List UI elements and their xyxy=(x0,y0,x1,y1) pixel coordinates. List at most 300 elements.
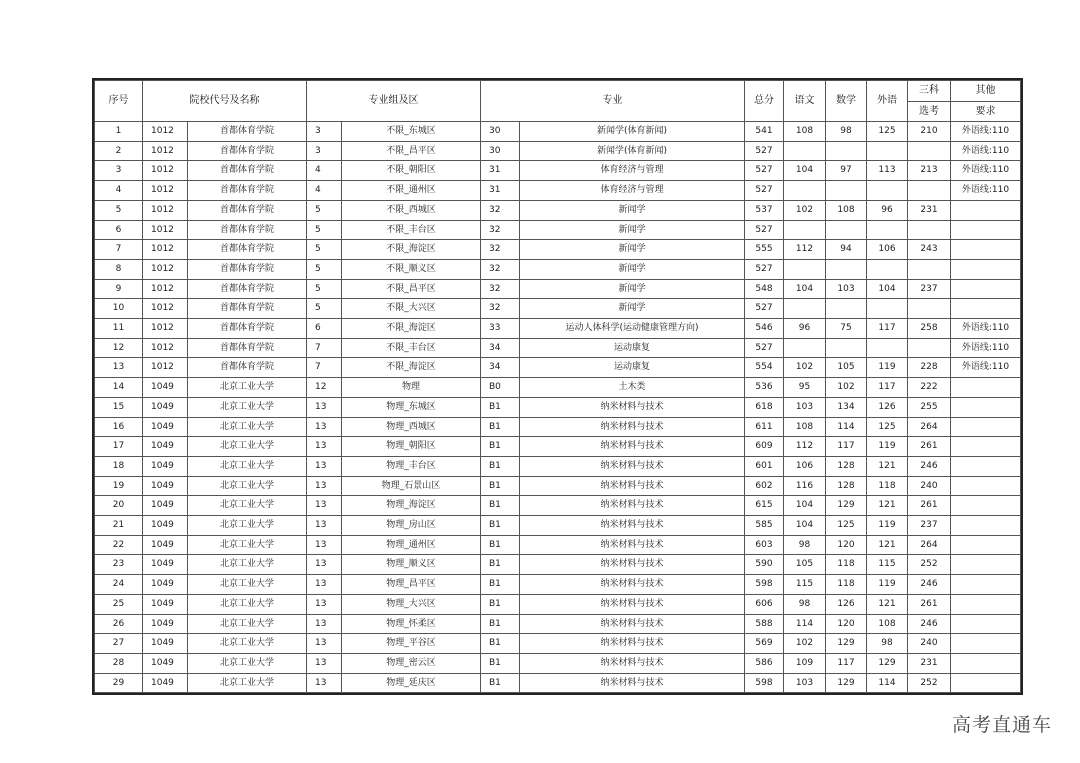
cell-school-code: 1049 xyxy=(143,397,188,417)
cell-other: 外语线:110 xyxy=(951,122,1021,142)
cell-other xyxy=(951,378,1021,398)
cell-math: 117 xyxy=(826,437,867,457)
cell-seq: 11 xyxy=(95,319,143,339)
cell-group-area: 物理_房山区 xyxy=(342,516,481,536)
cell-other xyxy=(951,397,1021,417)
cell-major-name: 新闻学 xyxy=(520,259,745,279)
cell-math: 114 xyxy=(826,417,867,437)
cell-school-code: 1049 xyxy=(143,417,188,437)
cell-seq: 10 xyxy=(95,299,143,319)
cell-major-code: B1 xyxy=(481,397,520,417)
cell-seq: 9 xyxy=(95,279,143,299)
cell-group-area: 不限_朝阳区 xyxy=(342,161,481,181)
table-row xyxy=(95,141,1021,161)
table-row xyxy=(95,378,1021,398)
cell-seq: 23 xyxy=(95,555,143,575)
cell-total: 588 xyxy=(745,614,784,634)
cell-school-name: 北京工业大学 xyxy=(188,456,307,476)
cell-group-code: 13 xyxy=(307,555,342,575)
cell-math: 129 xyxy=(826,634,867,654)
cell-math: 118 xyxy=(826,575,867,595)
cell-group-area: 物理_通州区 xyxy=(342,535,481,555)
cell-group-code: 13 xyxy=(307,476,342,496)
cell-school-name: 首都体育学院 xyxy=(188,279,307,299)
cell-major-name: 新闻学 xyxy=(520,220,745,240)
cell-school-name: 北京工业大学 xyxy=(188,378,307,398)
cell-foreign: 96 xyxy=(867,200,908,220)
cell-seq: 12 xyxy=(95,338,143,358)
table-row xyxy=(95,555,1021,575)
cell-math xyxy=(826,181,867,201)
cell-three-subjects xyxy=(908,141,951,161)
cell-group-code: 5 xyxy=(307,279,342,299)
cell-math: 120 xyxy=(826,535,867,555)
cell-other xyxy=(951,259,1021,279)
header-seq: 序号 xyxy=(95,81,143,122)
cell-major-name: 运动人体科学(运动健康管理方向) xyxy=(520,319,745,339)
cell-major-name: 纳米材料与技术 xyxy=(520,575,745,595)
cell-chinese: 116 xyxy=(784,476,826,496)
cell-school-code: 1012 xyxy=(143,319,188,339)
cell-seq: 25 xyxy=(95,594,143,614)
cell-chinese: 112 xyxy=(784,437,826,457)
cell-other xyxy=(951,673,1021,693)
cell-other xyxy=(951,634,1021,654)
cell-other: 外语线:110 xyxy=(951,161,1021,181)
cell-total: 606 xyxy=(745,594,784,614)
header-chinese: 语文 xyxy=(784,81,826,122)
cell-total: 527 xyxy=(745,259,784,279)
cell-group-area: 物理_朝阳区 xyxy=(342,437,481,457)
cell-major-code: 32 xyxy=(481,200,520,220)
cell-three-subjects: 222 xyxy=(908,378,951,398)
table-row xyxy=(95,259,1021,279)
cell-other: 外语线:110 xyxy=(951,338,1021,358)
table-row xyxy=(95,397,1021,417)
cell-seq: 17 xyxy=(95,437,143,457)
cell-school-name: 首都体育学院 xyxy=(188,141,307,161)
cell-chinese xyxy=(784,181,826,201)
cell-three-subjects: 237 xyxy=(908,279,951,299)
cell-chinese: 102 xyxy=(784,200,826,220)
cell-school-code: 1012 xyxy=(143,299,188,319)
cell-school-name: 首都体育学院 xyxy=(188,200,307,220)
cell-group-code: 4 xyxy=(307,181,342,201)
cell-major-code: 32 xyxy=(481,240,520,260)
cell-other xyxy=(951,417,1021,437)
cell-major-code: B1 xyxy=(481,594,520,614)
cell-major-code: 31 xyxy=(481,181,520,201)
cell-major-name: 纳米材料与技术 xyxy=(520,496,745,516)
table-row xyxy=(95,535,1021,555)
cell-group-area: 物理_延庆区 xyxy=(342,673,481,693)
header-three-line2: 选考 xyxy=(908,101,951,122)
cell-major-code: 32 xyxy=(481,220,520,240)
cell-math: 94 xyxy=(826,240,867,260)
cell-math: 97 xyxy=(826,161,867,181)
cell-seq: 24 xyxy=(95,575,143,595)
cell-foreign: 106 xyxy=(867,240,908,260)
cell-school-name: 北京工业大学 xyxy=(188,417,307,437)
table-row xyxy=(95,516,1021,536)
cell-group-code: 7 xyxy=(307,338,342,358)
cell-three-subjects xyxy=(908,338,951,358)
cell-group-code: 5 xyxy=(307,200,342,220)
cell-school-code: 1049 xyxy=(143,653,188,673)
cell-three-subjects: 237 xyxy=(908,516,951,536)
cell-foreign: 121 xyxy=(867,594,908,614)
cell-group-area: 不限_顺义区 xyxy=(342,259,481,279)
cell-seq: 28 xyxy=(95,653,143,673)
header-group: 专业组及区 xyxy=(307,81,481,122)
cell-three-subjects: 240 xyxy=(908,476,951,496)
table-body xyxy=(95,122,1021,693)
cell-group-area: 不限_海淀区 xyxy=(342,240,481,260)
table-row xyxy=(95,358,1021,378)
cell-group-area: 物理_昌平区 xyxy=(342,575,481,595)
cell-group-code: 13 xyxy=(307,535,342,555)
cell-math xyxy=(826,259,867,279)
header-total: 总分 xyxy=(745,81,784,122)
cell-three-subjects: 231 xyxy=(908,653,951,673)
table-row xyxy=(95,594,1021,614)
cell-total: 527 xyxy=(745,181,784,201)
cell-foreign: 119 xyxy=(867,516,908,536)
cell-math: 129 xyxy=(826,496,867,516)
cell-math xyxy=(826,141,867,161)
cell-major-code: B1 xyxy=(481,634,520,654)
cell-school-code: 1012 xyxy=(143,141,188,161)
cell-math: 125 xyxy=(826,516,867,536)
header-three-line1: 三科 xyxy=(908,81,951,102)
cell-three-subjects: 246 xyxy=(908,575,951,595)
cell-major-code: B1 xyxy=(481,653,520,673)
cell-major-code: 31 xyxy=(481,161,520,181)
cell-total: 527 xyxy=(745,141,784,161)
cell-foreign: 119 xyxy=(867,575,908,595)
cell-school-code: 1012 xyxy=(143,259,188,279)
cell-other: 外语线:110 xyxy=(951,358,1021,378)
cell-seq: 5 xyxy=(95,200,143,220)
cell-seq: 19 xyxy=(95,476,143,496)
table-row xyxy=(95,417,1021,437)
cell-group-area: 不限_昌平区 xyxy=(342,141,481,161)
cell-seq: 2 xyxy=(95,141,143,161)
cell-three-subjects: 240 xyxy=(908,634,951,654)
cell-chinese xyxy=(784,141,826,161)
cell-school-code: 1049 xyxy=(143,575,188,595)
cell-total: 598 xyxy=(745,673,784,693)
cell-chinese xyxy=(784,299,826,319)
cell-seq: 8 xyxy=(95,259,143,279)
cell-total: 603 xyxy=(745,535,784,555)
cell-chinese: 103 xyxy=(784,397,826,417)
cell-major-name: 体育经济与管理 xyxy=(520,181,745,201)
table-row xyxy=(95,614,1021,634)
cell-three-subjects: 228 xyxy=(908,358,951,378)
cell-other xyxy=(951,240,1021,260)
cell-total: 585 xyxy=(745,516,784,536)
cell-group-code: 7 xyxy=(307,358,342,378)
cell-other xyxy=(951,299,1021,319)
cell-math: 98 xyxy=(826,122,867,142)
cell-school-name: 北京工业大学 xyxy=(188,496,307,516)
cell-total: 618 xyxy=(745,397,784,417)
cell-group-area: 不限_大兴区 xyxy=(342,299,481,319)
cell-seq: 20 xyxy=(95,496,143,516)
cell-chinese: 96 xyxy=(784,319,826,339)
cell-group-area: 物理_怀柔区 xyxy=(342,614,481,634)
cell-school-code: 1049 xyxy=(143,378,188,398)
cell-chinese: 115 xyxy=(784,575,826,595)
cell-math: 134 xyxy=(826,397,867,417)
cell-group-code: 13 xyxy=(307,614,342,634)
cell-three-subjects xyxy=(908,181,951,201)
table-row xyxy=(95,181,1021,201)
header-school: 院校代号及名称 xyxy=(143,81,307,122)
table-header xyxy=(95,81,1021,122)
cell-major-code: B1 xyxy=(481,555,520,575)
cell-school-name: 首都体育学院 xyxy=(188,358,307,378)
cell-foreign: 121 xyxy=(867,496,908,516)
cell-math: 126 xyxy=(826,594,867,614)
cell-school-code: 1012 xyxy=(143,122,188,142)
cell-three-subjects: 246 xyxy=(908,456,951,476)
cell-major-code: B1 xyxy=(481,535,520,555)
cell-three-subjects xyxy=(908,299,951,319)
cell-three-subjects: 252 xyxy=(908,555,951,575)
table-row xyxy=(95,200,1021,220)
cell-foreign: 108 xyxy=(867,614,908,634)
cell-group-code: 13 xyxy=(307,594,342,614)
cell-total: 555 xyxy=(745,240,784,260)
cell-other xyxy=(951,437,1021,457)
cell-group-area: 物理_平谷区 xyxy=(342,634,481,654)
header-other-line1: 其他 xyxy=(951,81,1021,102)
cell-group-area: 不限_丰台区 xyxy=(342,338,481,358)
cell-school-code: 1049 xyxy=(143,634,188,654)
cell-school-name: 北京工业大学 xyxy=(188,476,307,496)
cell-chinese: 104 xyxy=(784,279,826,299)
cell-total: 602 xyxy=(745,476,784,496)
cell-total: 527 xyxy=(745,161,784,181)
cell-major-code: B1 xyxy=(481,456,520,476)
cell-seq: 15 xyxy=(95,397,143,417)
cell-total: 541 xyxy=(745,122,784,142)
cell-major-code: 34 xyxy=(481,338,520,358)
cell-three-subjects: 261 xyxy=(908,594,951,614)
cell-three-subjects: 213 xyxy=(908,161,951,181)
cell-group-area: 物理_丰台区 xyxy=(342,456,481,476)
cell-major-name: 纳米材料与技术 xyxy=(520,594,745,614)
cell-group-code: 13 xyxy=(307,673,342,693)
cell-major-name: 纳米材料与技术 xyxy=(520,653,745,673)
cell-school-code: 1012 xyxy=(143,279,188,299)
cell-three-subjects: 246 xyxy=(908,614,951,634)
cell-school-name: 首都体育学院 xyxy=(188,220,307,240)
cell-school-code: 1049 xyxy=(143,476,188,496)
cell-total: 546 xyxy=(745,319,784,339)
cell-school-name: 首都体育学院 xyxy=(188,161,307,181)
cell-major-code: B0 xyxy=(481,378,520,398)
cell-major-code: B1 xyxy=(481,575,520,595)
cell-total: 611 xyxy=(745,417,784,437)
cell-group-area: 物理_东城区 xyxy=(342,397,481,417)
cell-group-area: 物理_大兴区 xyxy=(342,594,481,614)
cell-group-area: 物理_西城区 xyxy=(342,417,481,437)
cell-major-code: 32 xyxy=(481,299,520,319)
cell-other: 外语线:110 xyxy=(951,141,1021,161)
cell-group-code: 13 xyxy=(307,456,342,476)
cell-foreign: 104 xyxy=(867,279,908,299)
cell-major-name: 土木类 xyxy=(520,378,745,398)
cell-school-name: 首都体育学院 xyxy=(188,240,307,260)
cell-foreign: 121 xyxy=(867,535,908,555)
cell-total: 527 xyxy=(745,299,784,319)
cell-foreign xyxy=(867,220,908,240)
cell-major-code: B1 xyxy=(481,673,520,693)
cell-major-code: B1 xyxy=(481,476,520,496)
cell-math: 128 xyxy=(826,476,867,496)
cell-school-name: 北京工业大学 xyxy=(188,516,307,536)
cell-foreign xyxy=(867,338,908,358)
cell-other xyxy=(951,476,1021,496)
cell-math: 120 xyxy=(826,614,867,634)
cell-chinese xyxy=(784,220,826,240)
cell-three-subjects: 261 xyxy=(908,437,951,457)
cell-major-name: 新闻学 xyxy=(520,240,745,260)
cell-chinese: 106 xyxy=(784,456,826,476)
cell-school-code: 1012 xyxy=(143,220,188,240)
cell-group-code: 3 xyxy=(307,141,342,161)
cell-major-code: 33 xyxy=(481,319,520,339)
cell-major-name: 纳米材料与技术 xyxy=(520,397,745,417)
cell-group-code: 13 xyxy=(307,575,342,595)
cell-foreign: 125 xyxy=(867,417,908,437)
cell-group-area: 物理_海淀区 xyxy=(342,496,481,516)
cell-group-code: 13 xyxy=(307,437,342,457)
cell-group-code: 13 xyxy=(307,634,342,654)
cell-seq: 22 xyxy=(95,535,143,555)
cell-major-name: 纳米材料与技术 xyxy=(520,476,745,496)
table-row xyxy=(95,476,1021,496)
cell-major-code: B1 xyxy=(481,516,520,536)
table-row xyxy=(95,653,1021,673)
cell-school-code: 1012 xyxy=(143,181,188,201)
cell-major-name: 纳米材料与技术 xyxy=(520,555,745,575)
cell-school-code: 1012 xyxy=(143,161,188,181)
cell-major-code: 32 xyxy=(481,259,520,279)
cell-foreign xyxy=(867,299,908,319)
cell-foreign: 129 xyxy=(867,653,908,673)
cell-other xyxy=(951,200,1021,220)
cell-major-name: 纳米材料与技术 xyxy=(520,673,745,693)
cell-foreign: 119 xyxy=(867,437,908,457)
cell-chinese: 104 xyxy=(784,516,826,536)
table-row xyxy=(95,220,1021,240)
cell-seq: 4 xyxy=(95,181,143,201)
cell-school-code: 1049 xyxy=(143,555,188,575)
cell-foreign: 117 xyxy=(867,319,908,339)
table-row xyxy=(95,496,1021,516)
cell-group-area: 物理_石景山区 xyxy=(342,476,481,496)
cell-foreign xyxy=(867,141,908,161)
cell-major-name: 运动康复 xyxy=(520,358,745,378)
cell-major-name: 新闻学(体育新闻) xyxy=(520,141,745,161)
cell-major-code: B1 xyxy=(481,417,520,437)
cell-seq: 13 xyxy=(95,358,143,378)
cell-school-code: 1049 xyxy=(143,437,188,457)
cell-major-name: 新闻学 xyxy=(520,279,745,299)
cell-school-name: 首都体育学院 xyxy=(188,259,307,279)
cell-group-area: 不限_海淀区 xyxy=(342,319,481,339)
table-row xyxy=(95,456,1021,476)
table-row xyxy=(95,634,1021,654)
admission-score-table-frame xyxy=(92,78,1023,695)
cell-math xyxy=(826,299,867,319)
cell-three-subjects: 255 xyxy=(908,397,951,417)
cell-total: 527 xyxy=(745,220,784,240)
cell-total: 548 xyxy=(745,279,784,299)
cell-seq: 16 xyxy=(95,417,143,437)
cell-total: 537 xyxy=(745,200,784,220)
cell-foreign: 121 xyxy=(867,456,908,476)
cell-school-name: 首都体育学院 xyxy=(188,319,307,339)
cell-math: 117 xyxy=(826,653,867,673)
cell-chinese xyxy=(784,338,826,358)
table-row xyxy=(95,122,1021,142)
cell-foreign: 115 xyxy=(867,555,908,575)
cell-group-code: 4 xyxy=(307,161,342,181)
header-other-line2: 要求 xyxy=(951,101,1021,122)
cell-group-area: 不限_海淀区 xyxy=(342,358,481,378)
cell-major-name: 新闻学 xyxy=(520,299,745,319)
cell-total: 601 xyxy=(745,456,784,476)
cell-foreign: 125 xyxy=(867,122,908,142)
cell-other xyxy=(951,279,1021,299)
cell-total: 598 xyxy=(745,575,784,595)
cell-total: 590 xyxy=(745,555,784,575)
cell-seq: 14 xyxy=(95,378,143,398)
cell-foreign xyxy=(867,181,908,201)
cell-three-subjects: 243 xyxy=(908,240,951,260)
cell-seq: 21 xyxy=(95,516,143,536)
cell-other xyxy=(951,456,1021,476)
cell-chinese: 108 xyxy=(784,417,826,437)
cell-foreign: 114 xyxy=(867,673,908,693)
cell-school-name: 首都体育学院 xyxy=(188,122,307,142)
cell-group-area: 不限_西城区 xyxy=(342,200,481,220)
cell-total: 569 xyxy=(745,634,784,654)
cell-foreign: 98 xyxy=(867,634,908,654)
cell-math xyxy=(826,338,867,358)
cell-major-name: 纳米材料与技术 xyxy=(520,437,745,457)
cell-group-area: 不限_通州区 xyxy=(342,181,481,201)
cell-seq: 27 xyxy=(95,634,143,654)
cell-school-code: 1012 xyxy=(143,200,188,220)
cell-group-area: 不限_昌平区 xyxy=(342,279,481,299)
cell-school-name: 首都体育学院 xyxy=(188,299,307,319)
cell-group-code: 5 xyxy=(307,220,342,240)
cell-chinese: 103 xyxy=(784,673,826,693)
cell-total: 609 xyxy=(745,437,784,457)
cell-other xyxy=(951,535,1021,555)
cell-foreign: 118 xyxy=(867,476,908,496)
cell-math: 102 xyxy=(826,378,867,398)
cell-group-area: 物理 xyxy=(342,378,481,398)
cell-other: 外语线:110 xyxy=(951,319,1021,339)
header-foreign: 外语 xyxy=(867,81,908,122)
